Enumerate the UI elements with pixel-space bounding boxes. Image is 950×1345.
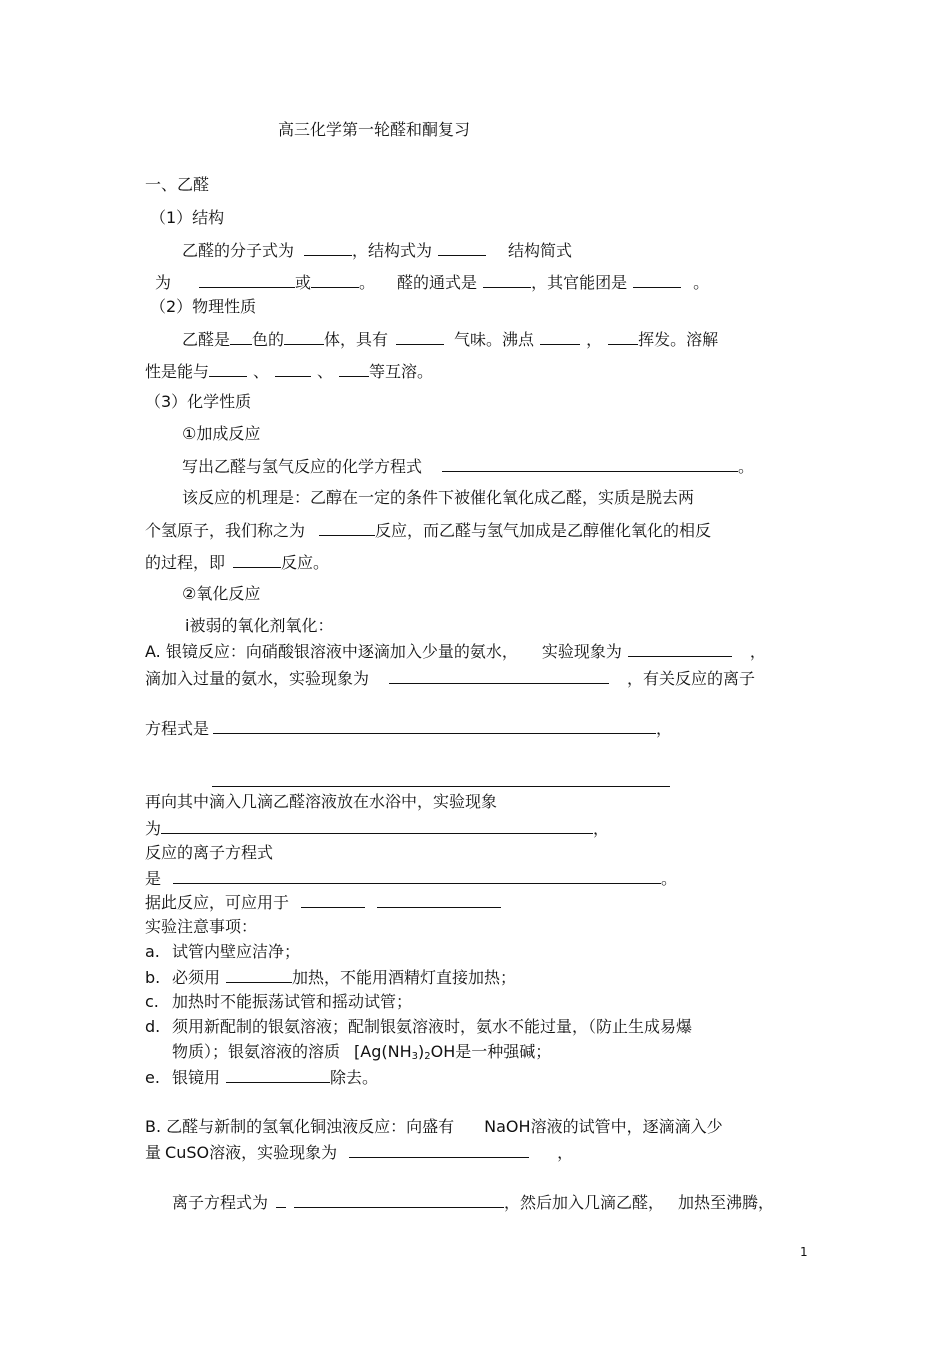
copper-line-2: 量 CuSO溶液，实验现象为 ， (145, 1143, 574, 1162)
note-c: c. 加热时不能振荡试管和摇动试管； (145, 992, 413, 1011)
page-number: 1 (800, 1245, 808, 1259)
mechanism-line-2: 个氢原子，我们称之为 反应，而乙醛与氢气加成是乙醇催化氧化的相反 (145, 521, 712, 540)
structure-line-2: 为 或 。 醛的通式是 ，其官能团是 。 (155, 273, 710, 292)
silver-mirror-line-6: 反应的离子方程式 (145, 843, 274, 862)
note-d-continued: 物质）；银氨溶液的溶质 [$Ag(NH_3)_2OH$是一种强碱； (172, 1042, 552, 1062)
silver-mirror-line-4: 再向其中滴入几滴乙醛溶液放在水浴中，实验现象 (145, 792, 498, 811)
physical-line-2: 性是能与 、 、 等互溶。 (145, 362, 434, 381)
silver-mirror-line-1: A. 银镜反应：向硝酸银溶液中逐滴加入少量的氨水， 实验现象为 ， (145, 642, 766, 661)
silver-mirror-line-5: 为 ， (145, 819, 610, 838)
structure-line-1: 乙醛的分子式为 ，结构式为 结构简式 (182, 241, 573, 260)
mechanism-line-3: 的过程，即 反应。 (145, 553, 330, 572)
copper-line-3: 离子方程式为 ，然后加入几滴乙醛， 加热至沸腾， (172, 1193, 775, 1212)
oxidation-heading: ②氧化反应 (182, 584, 261, 603)
answer-blank-line[interactable] (212, 770, 670, 787)
mechanism-line-1: 该反应的机理是：乙醇在一定的条件下被催化氧化成乙醛，实质是脱去两 (182, 488, 695, 507)
page-title: 高三化学第一轮醛和酮复习 (278, 120, 471, 139)
silver-mirror-line-3: 方程式是 ， (145, 719, 673, 738)
silver-mirror-line-2: 滴加入过量的氨水，实验现象为 ，有关反应的离子 (145, 669, 756, 688)
silver-mirror-line-7: 是 。 (145, 869, 678, 888)
subsection-physical: （2）物理性质 (150, 297, 257, 316)
addition-equation-line: 写出乙醛与氢气反应的化学方程式 。 (182, 457, 755, 476)
silver-mirror-line-8: 据此反应，可应用于 (145, 892, 501, 913)
subsection-structure: （1）结构 (150, 208, 225, 227)
note-a: a. 试管内壁应洁净； (145, 942, 301, 961)
physical-line-1: 乙醛是 色的 体，具有 气味。沸点 ， 挥发。溶解 (182, 330, 719, 349)
note-e: e. 银镜用 除去。 (145, 1068, 379, 1087)
notes-heading: 实验注意事项： (145, 917, 258, 936)
addition-heading: ①加成反应 (182, 424, 261, 443)
section-heading-acetaldehyde: 一、乙醛 (145, 175, 210, 194)
note-b: b. 必须用 加热，不能用酒精灯直接加热； (145, 968, 517, 987)
subsection-chemical: （3）化学性质 (145, 392, 252, 411)
weak-oxidant-heading: ⅰ被弱的氧化剂氧化： (185, 616, 334, 635)
note-d: d. 须用新配制的银氨溶液；配制银氨溶液时，氨水不能过量，（防止生成易爆 (145, 1017, 693, 1036)
copper-line-1: B. 乙醛与新制的氢氧化铜浊液反应：向盛有 NaOH溶液的试管中，逐滴滴入少 (145, 1117, 723, 1136)
